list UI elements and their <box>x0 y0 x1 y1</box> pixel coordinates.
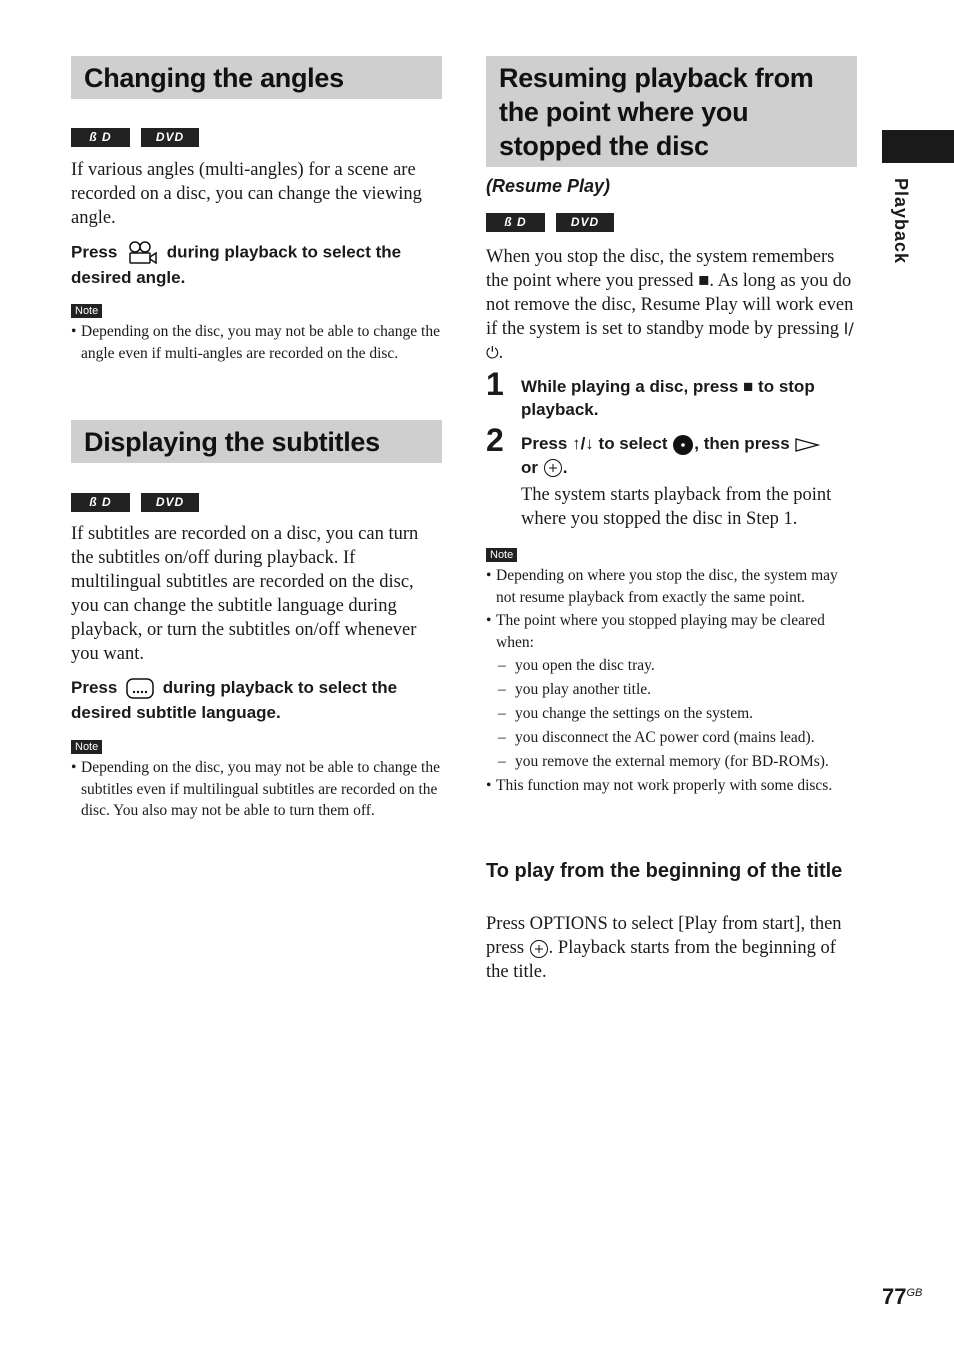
resume-intro-b: . As long as you do not remove the disc, Resume Play will work even if the system is set to standby mode by pressing <box>486 271 854 339</box>
clear-conditions-list <box>486 655 857 773</box>
list-item <box>486 610 857 773</box>
note-text: Depending on the disc, you may not be able to change the angle even if multi-angles are recorded on the disc. <box>81 323 440 362</box>
note-text: The point where you stopped playing may be cleared when: <box>496 612 825 651</box>
note-text: Depending on the disc, you may not be able to change the subtitles even if multilingual subtitles are recorded on the disc. You also may not be able to turn them off. <box>81 759 440 819</box>
play-from-beginning-text <box>486 912 857 984</box>
step-2-text <box>521 432 857 479</box>
step-number-2: 2 <box>486 422 504 458</box>
condition-text: you play another title. <box>515 681 652 698</box>
angles-instruction <box>71 240 442 289</box>
page-number-suffix: GB <box>906 1287 923 1299</box>
step-1-text <box>521 375 857 421</box>
updown-icon: ↑/↓ <box>572 434 594 453</box>
press-word: Press <box>71 242 118 262</box>
subtitles-intro: If subtitles are recorded on a disc, you can turn the subtitles on/off during playback. If multilingual subtitles are recorded on the disc, you can change the subtitle language during playback, or turn the subtitles on/off whenever you want. <box>71 524 419 664</box>
notes-subtitles <box>71 757 442 822</box>
badge-bd: ß D <box>486 213 545 232</box>
angles-instruction-text: during playback to select the desired angle. <box>71 242 402 287</box>
enter-circle-icon <box>543 458 563 478</box>
disc-badges-angles <box>71 128 201 147</box>
bullet: • <box>486 777 492 794</box>
subtitles-instruction <box>71 676 442 724</box>
note-label-angles: Note <box>71 304 102 318</box>
enter-circle-icon <box>529 939 549 959</box>
note-label-subtitles: Note <box>71 740 102 754</box>
step-number-1: 1 <box>486 366 504 402</box>
play-from-beginning-heading: To play from the beginning of the title <box>486 860 843 882</box>
disc-badges-subtitles <box>71 493 201 512</box>
notes-angles <box>71 321 442 364</box>
chapter-side-label: Playback <box>891 178 911 265</box>
resume-intro <box>486 245 857 365</box>
subtitles-instruction-text: during playback to select the desired subtitle language. <box>71 678 398 722</box>
list-item <box>486 703 857 725</box>
step-2-e: . <box>562 457 568 477</box>
list-item <box>71 321 442 364</box>
condition-text: you change the settings on the system. <box>515 705 754 722</box>
condition-text: you remove the external memory (for BD-ROMs). <box>515 753 829 770</box>
list-item <box>486 751 857 773</box>
resume-intro-c: . <box>498 343 504 363</box>
tail-a: Press OPTIONS to select [Play from start], then press <box>486 914 842 958</box>
play-triangle-icon <box>794 437 820 453</box>
badge-bd: ß D <box>71 128 130 147</box>
bullet: • <box>486 612 492 629</box>
resume-intro-a: When you stop the disc, the system remembers the point where you pressed <box>486 247 835 291</box>
badge-dvd: DVD <box>141 128 199 147</box>
resume-play-subtitle: (Resume Play) <box>486 176 611 196</box>
note-label-resume: Note <box>486 548 517 562</box>
badge-bd: ß D <box>71 493 130 512</box>
list-item <box>71 757 442 822</box>
dash: – <box>498 729 506 746</box>
page-number-value: 77 <box>882 1284 907 1309</box>
heading-displaying-subtitles: Displaying the subtitles <box>71 420 442 463</box>
list-item <box>486 727 857 749</box>
subtitle-icon <box>125 677 155 701</box>
heading-resuming-playback: Resuming playback from the point where you stopped the disc <box>486 56 857 167</box>
list-item <box>486 679 857 701</box>
disc-badges-resume <box>486 213 616 232</box>
step-1-a: While playing a disc, press <box>521 377 739 396</box>
bullet: • <box>486 567 492 584</box>
page-number <box>882 1284 922 1310</box>
condition-text: you disconnect the AC power cord (mains lead). <box>515 729 815 746</box>
dash: – <box>498 657 506 674</box>
tail-b: . Playback starts from the beginning of the title. <box>486 938 836 982</box>
step-2-d: or <box>521 457 538 477</box>
badge-dvd: DVD <box>141 493 199 512</box>
heading-changing-angles: Changing the angles <box>71 56 442 99</box>
chapter-tab-marker <box>882 130 954 163</box>
list-item <box>486 655 857 677</box>
step-2-c: , then press <box>694 434 790 453</box>
notes-resume <box>486 565 857 797</box>
step-2-result: The system starts playback from the point where you stopped the disc in Step 1. <box>521 485 832 529</box>
list-item <box>486 565 857 608</box>
dash: – <box>498 681 506 698</box>
step-2-b: to select <box>598 434 668 453</box>
angle-icon <box>126 240 158 266</box>
note-text: This function may not work properly with some discs. <box>496 777 833 794</box>
bullet: • <box>71 759 77 776</box>
step-2-a: Press <box>521 434 568 453</box>
press-word: Press <box>71 678 118 697</box>
stop-icon: ■ <box>743 377 754 396</box>
angles-intro: If various angles (multi-angles) for a scene are recorded on a disc, you can change the viewing angle. <box>71 160 422 228</box>
list-item <box>486 775 857 797</box>
badge-dvd: DVD <box>556 213 614 232</box>
dash: – <box>498 753 506 770</box>
dash: – <box>498 705 506 722</box>
step-1-b: to stop playback. <box>521 377 815 419</box>
note-text: Depending on where you stop the disc, the system may not resume playback from exactly the same point. <box>496 567 838 606</box>
bullet: • <box>71 323 77 340</box>
power-icon: I/⏻ <box>486 319 854 362</box>
condition-text: you open the disc tray. <box>515 657 655 674</box>
stop-icon: ■ <box>698 271 710 291</box>
resume-disc-icon <box>672 434 694 456</box>
